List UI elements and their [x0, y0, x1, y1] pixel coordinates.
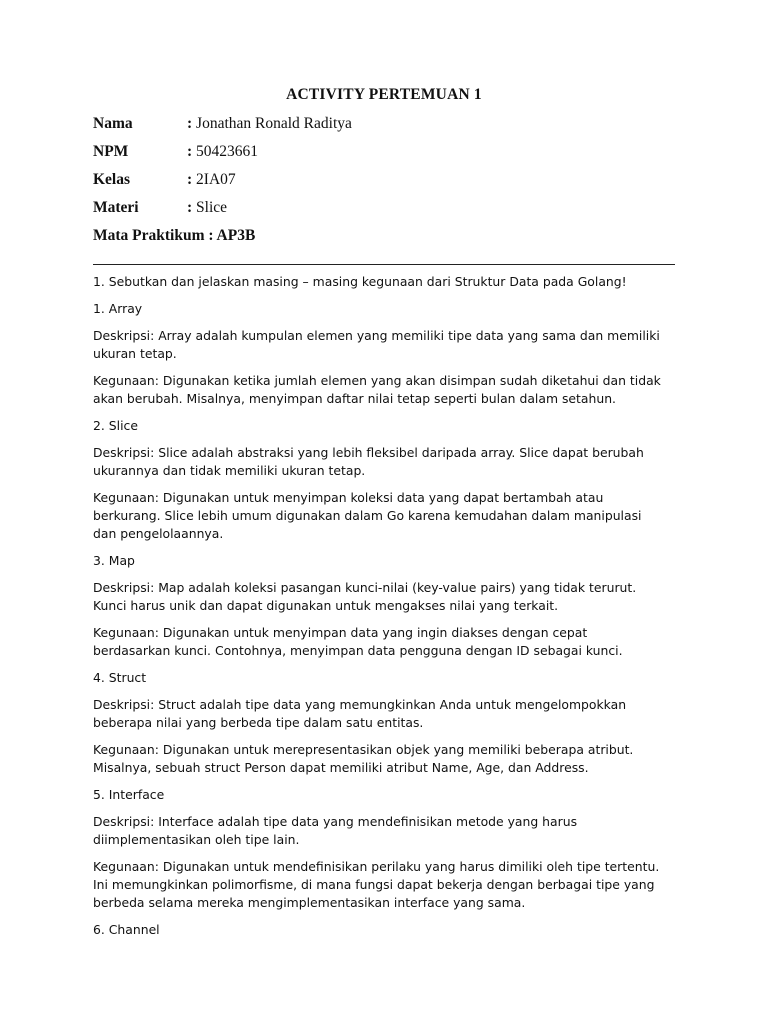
item-kegunaan-slice: Kegunaan: Digunakan untuk menyimpan koleksi data yang dapat bertambah atau berkurang. Slice lebih umum digunakan dalam Go karena kemudahan dalam manipulasi dan pengelolaannya. [93, 490, 642, 541]
info-row-materi [93, 197, 352, 225]
info-label-nama: Nama [93, 115, 133, 132]
info-colon: : [187, 199, 197, 216]
student-info [93, 113, 352, 253]
info-colon: : [187, 171, 197, 188]
info-value-kelas: 2IA07 [196, 171, 236, 188]
item-heading-array: 1. Array [93, 301, 143, 316]
info-row-npm [93, 141, 352, 169]
info-label-kelas: Kelas [93, 171, 131, 188]
info-label-npm: NPM [93, 143, 129, 160]
item-heading-map: 3. Map [93, 553, 135, 568]
info-value-npm: 50423661 [196, 143, 259, 160]
info-row-nama [93, 113, 352, 141]
info-colon: : [187, 115, 197, 132]
item-heading-channel: 6. Channel [93, 922, 160, 937]
info-value-nama: Jonathan Ronald Raditya [196, 115, 352, 132]
item-heading-interface: 5. Interface [93, 787, 165, 802]
item-kegunaan-struct: Kegunaan: Digunakan untuk merepresentasikan objek yang memiliki beberapa atribut. Misalnya, sebuah struct Person dapat memiliki atribut Name, Age, dan Address. [93, 742, 634, 775]
item-kegunaan-map: Kegunaan: Digunakan untuk menyimpan data yang ingin diakses dengan cepat berdasarkan kunci. Contohnya, menyimpan data pengguna dengan ID sebagai kunci. [93, 625, 623, 658]
question-text: 1. Sebutkan dan jelaskan masing – masing kegunaan dari Struktur Data pada Golang! [93, 274, 627, 289]
info-colon: : [187, 143, 197, 160]
document-title: ACTIVITY PERTEMUAN 1 [286, 86, 482, 103]
item-kegunaan-interface: Kegunaan: Digunakan untuk mendefinisikan perilaku yang harus dimiliki oleh tipe tertentu. Ini memungkinkan polimorfisme, di mana fungsi dapat bekerja dengan berbagai tipe yang berbeda selama mereka mengimplementasikan interface yang sama. [93, 859, 660, 910]
info-label-materi: Materi [93, 199, 139, 216]
item-kegunaan-array: Kegunaan: Digunakan ketika jumlah elemen yang akan disimpan sudah diketahui dan tidak akan berubah. Misalnya, menyimpan daftar nilai tetap seperti bulan dalam setahun. [93, 373, 661, 406]
item-heading-struct: 4. Struct [93, 670, 147, 685]
item-deskripsi-slice: Deskripsi: Slice adalah abstraksi yang lebih fleksibel daripada array. Slice dapat berubah ukurannya dan tidak memiliki ukuran tetap. [93, 445, 644, 478]
item-deskripsi-struct: Deskripsi: Struct adalah tipe data yang memungkinkan Anda untuk mengelompokkan beberapa nilai yang berbeda tipe dalam satu entitas. [93, 697, 627, 730]
header-divider [93, 264, 675, 265]
item-deskripsi-interface: Deskripsi: Interface adalah tipe data yang mendefinisikan metode yang harus diimplementasikan oleh tipe lain. [93, 814, 578, 847]
document-body [93, 273, 668, 948]
info-value-materi: Slice [196, 199, 228, 216]
info-row-kelas [93, 169, 352, 197]
item-heading-slice: 2. Slice [93, 418, 138, 433]
info-row-mata-praktikum: Mata Praktikum : AP3B [93, 227, 256, 244]
item-deskripsi-array: Deskripsi: Array adalah kumpulan elemen yang memiliki tipe data yang sama dan memiliki ukuran tetap. [93, 328, 660, 361]
item-deskripsi-map: Deskripsi: Map adalah koleksi pasangan kunci-nilai (key-value pairs) yang tidak terurut. Kunci harus unik dan dapat digunakan untuk mengakses nilai yang terkait. [93, 580, 637, 613]
